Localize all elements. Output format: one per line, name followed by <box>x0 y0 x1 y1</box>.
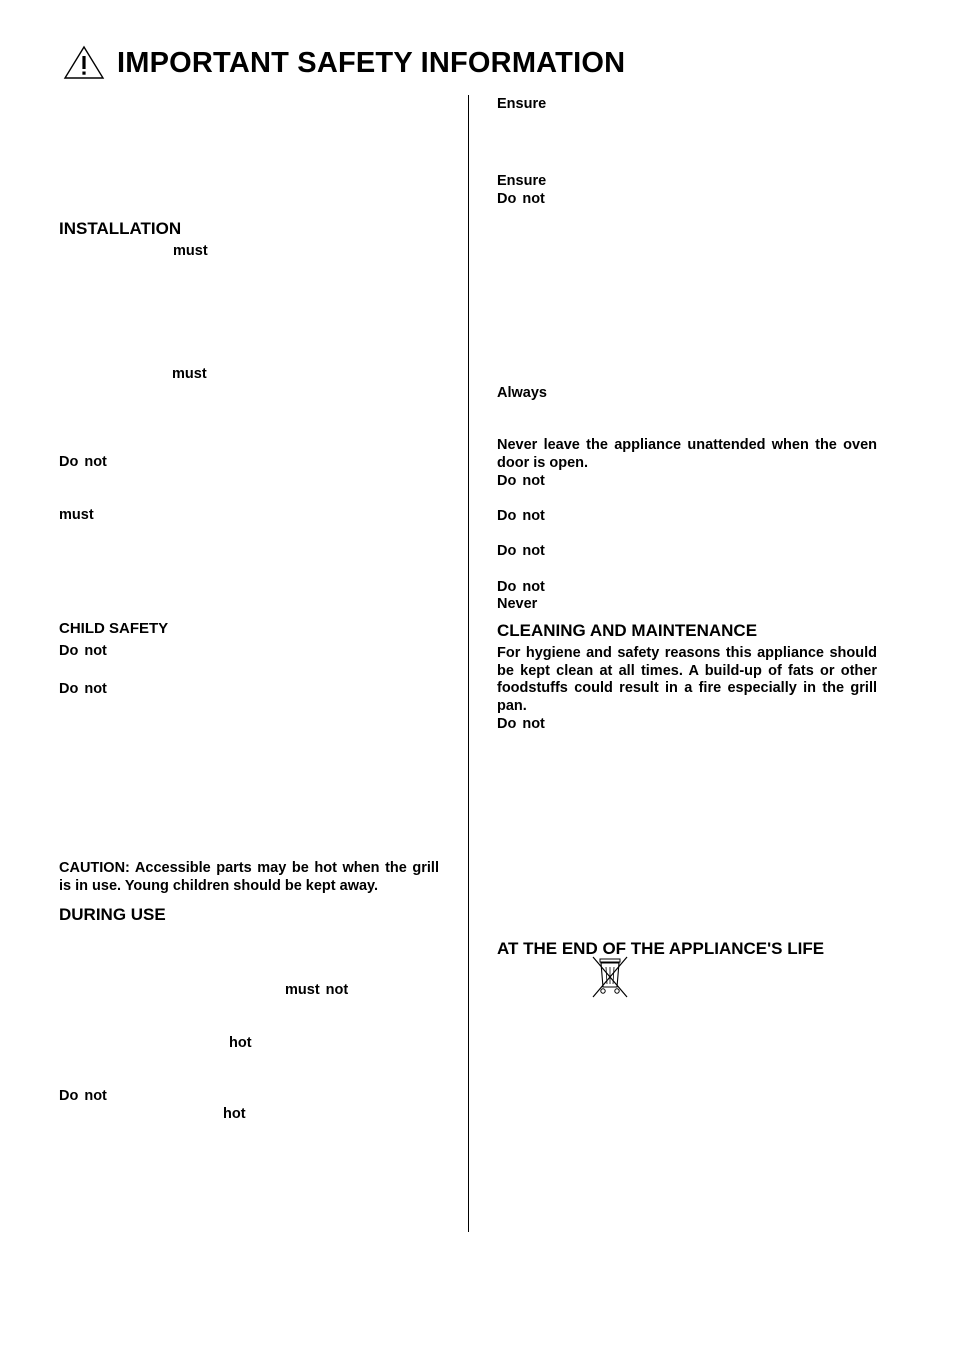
right-do-not-2 <box>497 473 545 489</box>
never: Never <box>497 596 538 612</box>
ensure-1: Ensure <box>497 96 547 112</box>
installation-must-1: must <box>173 243 208 259</box>
word-not: not <box>522 579 545 595</box>
word-do: Do <box>59 1088 79 1104</box>
crossed-out-bin-icon <box>589 955 631 999</box>
child-safety-heading: CHILD SAFETY <box>59 620 169 637</box>
word-do: Do <box>497 716 517 732</box>
word-do: Do <box>497 579 517 595</box>
child-safety-do-not-2 <box>59 681 107 697</box>
column-divider <box>468 95 469 1232</box>
right-do-not-1 <box>497 191 545 207</box>
always: Always <box>497 385 547 401</box>
cleaning-heading: CLEANING AND MAINTENANCE <box>497 621 758 640</box>
caution-text: CAUTION: Accessible parts may be hot when the grill is in use. Young children should be kept away. <box>59 860 439 894</box>
page-title: IMPORTANT SAFETY INFORMATION <box>117 47 626 79</box>
word-do: Do <box>59 681 79 697</box>
during-use-must-not <box>285 982 348 998</box>
word-not: not <box>84 681 107 697</box>
word-do: Do <box>59 643 79 659</box>
word-do: Do <box>497 508 517 524</box>
cleaning-do-not <box>497 716 545 732</box>
right-do-not-3 <box>497 508 545 524</box>
during-use-hot-2: hot <box>223 1106 246 1122</box>
word-not: not <box>84 454 107 470</box>
end-of-life-heading: AT THE END OF THE APPLIANCE'S LIFE <box>497 939 825 958</box>
word-not: not <box>84 1088 107 1104</box>
during-use-heading: DURING USE <box>59 905 166 924</box>
during-use-hot-1: hot <box>229 1035 252 1051</box>
child-safety-do-not-1 <box>59 643 107 659</box>
word-not: not <box>325 982 349 998</box>
word-must: must <box>285 982 320 998</box>
during-use-do-not <box>59 1088 107 1104</box>
installation-must-3: must <box>59 507 94 523</box>
word-do: Do <box>497 473 517 489</box>
installation-must-2: must <box>172 366 207 382</box>
word-do: Do <box>59 454 79 470</box>
never-leave-text: Never leave the appliance unattended when the oven door is open. <box>497 437 877 471</box>
installation-do-not <box>59 454 107 470</box>
installation-heading: INSTALLATION <box>59 219 182 238</box>
word-not: not <box>522 508 545 524</box>
word-not: not <box>522 191 545 207</box>
word-not: not <box>84 643 107 659</box>
word-not: not <box>522 473 545 489</box>
right-do-not-5 <box>497 579 545 595</box>
ensure-2: Ensure <box>497 173 547 189</box>
cleaning-text: For hygiene and safety reasons this appliance should be kept clean at all times. A build-up of fats or other foodstuffs could result in a fire especially in the grill pan. <box>497 645 877 714</box>
word-not: not <box>522 716 545 732</box>
word-do: Do <box>497 543 517 559</box>
right-do-not-4 <box>497 543 545 559</box>
word-do: Do <box>497 191 517 207</box>
warning-triangle-icon <box>63 45 105 81</box>
word-not: not <box>522 543 545 559</box>
